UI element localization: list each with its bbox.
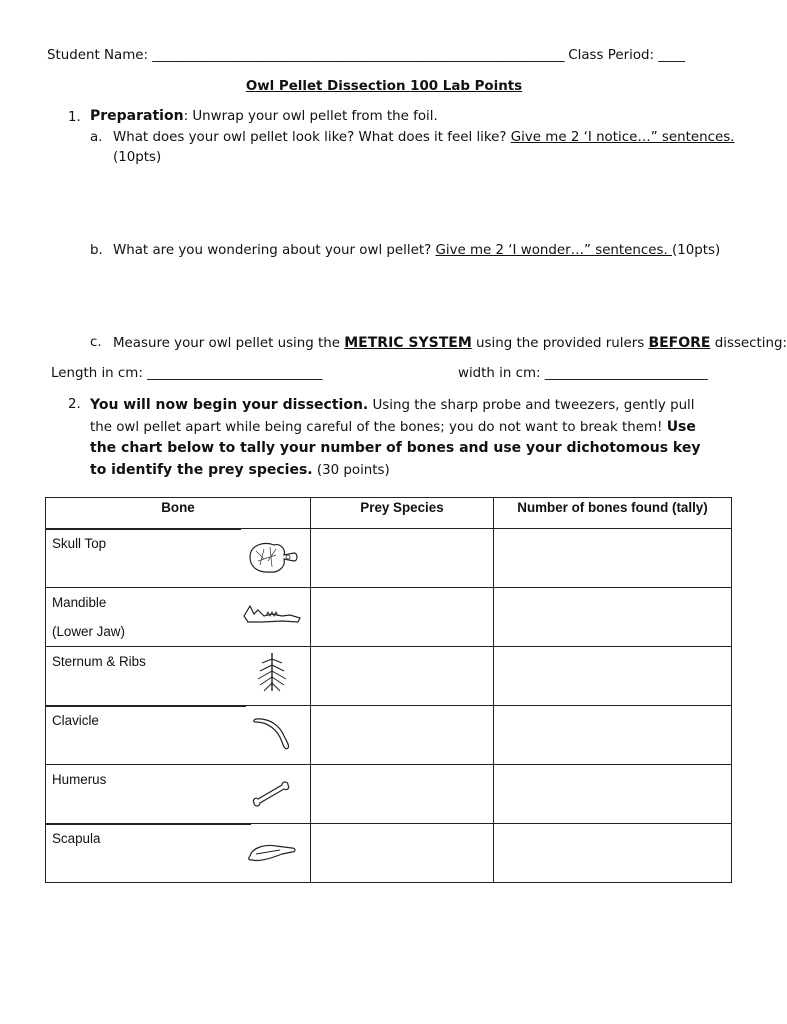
q1c-text-part1: Measure your owl pellet using the [113,336,345,351]
header-bone-count: Number of bones found (tally) [494,498,732,529]
student-name-label: Student Name: [47,48,148,63]
header-bone: Bone [46,498,311,529]
bone-cell [46,706,311,765]
page-title: Owl Pellet Dissection 100 Lab Points [245,79,523,94]
q1b-points: (10pts) [672,243,721,258]
table-row [46,588,732,647]
width-field[interactable]: __________________________ [544,366,708,381]
width-row [458,366,707,381]
q2-heading: You will now begin your dissection. [90,397,369,413]
q1b-text [113,243,720,258]
q1b-prompt: Give me 2 ‘I wonder…” sentences. [435,243,672,258]
q1a-points: (10pts) [113,150,162,165]
q1b-question: What are you wondering about your owl pellet? [113,243,436,258]
length-field[interactable]: ____________________________ [147,366,322,381]
header-prey-species: Prey Species [311,498,494,529]
q1-number: 1. [68,110,81,125]
q1c-letter: c. [90,335,102,350]
prey-species-cell[interactable] [311,588,494,647]
humerus-icon [242,773,302,815]
bone-cell [46,824,311,883]
q1a-question: What does your owl pellet look like? What does it feel like? [113,130,511,145]
bone-cell [46,647,311,706]
q2-instruction: Using the sharp probe and tweezers, gently pull the owl pellet apart while being careful of the bones; you do not want to break them! [90,398,695,435]
q1a-prompt: Give me 2 ‘I notice…” sentences. [510,130,735,145]
bone-label: Scapula [52,831,101,846]
table-row [46,529,732,588]
bone-label-secondary: (Lower Jaw) [52,624,125,639]
prey-species-cell[interactable] [311,765,494,824]
prey-species-cell[interactable] [311,647,494,706]
q1c-text-part2: using the provided rulers [471,336,649,351]
prey-species-cell[interactable] [311,529,494,588]
q1a-letter: a. [90,130,103,145]
tally-cell[interactable] [494,529,732,588]
table-header-row [46,498,732,529]
length-label: Length in cm: [51,366,143,381]
width-label: width in cm: [458,366,541,381]
bone-tally-table [45,497,732,883]
before-emphasis: BEFORE [648,335,711,351]
prey-species-cell[interactable] [311,706,494,765]
q1c-text-part3: dissecting: [710,336,787,351]
q1c-text [113,335,787,351]
bone-label: Clavicle [52,713,99,728]
bone-label: Sternum & Ribs [52,654,146,669]
metric-system-emphasis: METRIC SYSTEM [344,335,472,351]
q1-heading: Preparation [90,108,184,124]
bone-label: Humerus [52,772,107,787]
bone-cell [46,529,311,588]
clavicle-icon [242,714,302,756]
q1a-text [113,130,734,145]
q2-bold-instruction: Use the chart below to tally your number of bones and use your dichotomous key to identify the prey species. [90,418,701,478]
prey-species-cell[interactable] [311,824,494,883]
length-row [51,366,322,381]
student-name-line[interactable]: ___________________________________________________________________ [152,48,565,63]
tally-cell[interactable] [494,706,732,765]
q1-text [90,108,438,124]
tally-cell[interactable] [494,824,732,883]
scapula-icon [242,832,302,874]
q1-instruction: : Unwrap your owl pellet from the foil. [183,109,438,124]
tally-cell[interactable] [494,647,732,706]
class-period-line[interactable]: ____ [658,48,686,63]
table-row [46,824,732,883]
skull-icon [242,537,302,579]
bone-label: Skull Top [52,536,107,551]
table-row [46,706,732,765]
q2-text [90,395,720,481]
sternum-ribs-icon [242,647,302,697]
q1b-letter: b. [90,243,103,258]
bone-cell [46,588,311,647]
table-row [46,765,732,824]
tally-cell[interactable] [494,588,732,647]
bone-cell [46,765,311,824]
tally-cell[interactable] [494,765,732,824]
bone-label: Mandible [52,595,107,610]
q2-points: (30 points) [312,462,390,478]
table-row [46,647,732,706]
student-name-row [47,48,685,63]
mandible-icon [242,596,302,638]
class-period-label: Class Period: [568,48,655,63]
q2-number: 2. [68,397,81,412]
